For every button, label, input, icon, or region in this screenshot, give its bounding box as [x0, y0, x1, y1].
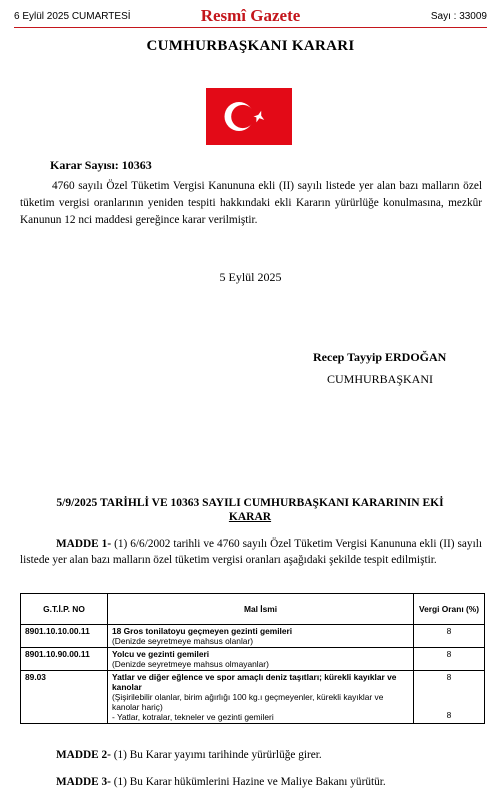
- header-date: 6 Eylül 2025 CUMARTESİ: [14, 11, 131, 22]
- header-divider: [14, 27, 487, 28]
- gazette-title: Resmî Gazete: [200, 6, 301, 25]
- header-tax-rate: Vergi Oranı (%): [414, 594, 485, 625]
- row-subtext: (Şişirilebilir olanlar, birim ağırlığı 100 kg.ı geçmeyenler, kürekli kayıklar ve kanolar hariç): [112, 692, 384, 712]
- annex-title: [40, 496, 460, 524]
- signer-title: CUMHURBAŞKANI: [327, 372, 434, 386]
- article-1: [20, 536, 482, 568]
- table-header-row: [21, 594, 485, 625]
- intro-paragraph: 4760 sayılı Özel Tüketim Vergisi Kanununa ekli (II) sayılı listede yer alan bazı malların özel tüketim vergisi oranlarının yeniden tespiti hakkındaki ekli Kararın yürürlüğe konulmasına, mezkûr Kanunun 12 nci maddesi gereğince karar verilmiştir.: [20, 180, 482, 226]
- row-name: Yolcu ve gezinti gemileri: [112, 649, 210, 659]
- article-3-text: (1) Bu Karar hükümlerini Hazine ve Maliye Bakanı yürütür.: [110, 776, 386, 788]
- row-subtext: (Denizde seyretmeye mahsus olmayanlar): [112, 659, 269, 669]
- row-item-name: [108, 648, 414, 671]
- row-subtext-2: - Yatlar, kotralar, tekneler ve gezinti gemileri: [112, 712, 274, 722]
- article-2-label: MADDE 2-: [56, 749, 111, 761]
- header-issue-number: Sayı : 33009: [430, 11, 487, 22]
- header-item-name: Mal İsmi: [108, 594, 414, 625]
- row-rate-main: 8: [446, 672, 452, 682]
- turkish-flag-icon: [206, 88, 292, 145]
- row-code: 89.03: [21, 671, 108, 724]
- row-item-name: [108, 625, 414, 648]
- article-3-label: MADDE 3-: [56, 776, 111, 788]
- decision-number: Karar Sayısı: 10363: [50, 158, 152, 172]
- row-code: 8901.10.90.00.11: [21, 648, 108, 671]
- gazette-header: [0, 0, 501, 30]
- annex-title-line1: 5/9/2025 TARİHLİ VE 10363 SAYILI CUMHURBAŞKANI KARARININ EKİ: [56, 497, 444, 509]
- row-subtext: (Denizde seyretmeye mahsus olanlar): [112, 636, 254, 646]
- table-row: [21, 625, 485, 648]
- row-name: 18 Gros tonilatoyu geçmeyen gezinti gemileri: [112, 626, 293, 636]
- signature-date: 5 Eylül 2025: [219, 270, 282, 284]
- table-row: [21, 648, 485, 671]
- row-rate: 8: [414, 625, 485, 648]
- row-rate: 8: [414, 648, 485, 671]
- header-gtip-no: G.T.İ.P. NO: [21, 594, 108, 625]
- row-item-name: [108, 671, 414, 724]
- annex-title-line2: KARAR: [228, 511, 272, 523]
- tax-rate-table: [20, 593, 485, 724]
- article-1-text: (1) 6/6/2002 tarihli ve 4760 sayılı Özel Tüketim Vergisi Kanununa ekli (II) sayılı listede yer alan bazı malların özel tüketim vergisi oranları aşağıdaki şekilde tespit edilmiştir.: [20, 538, 482, 566]
- article-2: [56, 749, 322, 761]
- row-rate-sub: 8: [446, 710, 452, 720]
- article-3: [56, 776, 386, 788]
- rate-spacer: [418, 682, 480, 710]
- signer-name: Recep Tayyip ERDOĞAN: [313, 350, 447, 364]
- decree-title: CUMHURBAŞKANI KARARI: [146, 38, 355, 54]
- row-name: Yatlar ve diğer eğlence ve spor amaçlı deniz taşıtları; kürekli kayıklar ve kanolar: [112, 672, 397, 692]
- article-2-text: (1) Bu Karar yayımı tarihinde yürürlüğe girer.: [110, 749, 322, 761]
- row-code: 8901.10.10.00.11: [21, 625, 108, 648]
- table-row: [21, 671, 485, 724]
- article-1-label: MADDE 1-: [56, 538, 112, 550]
- row-rate: [414, 671, 485, 724]
